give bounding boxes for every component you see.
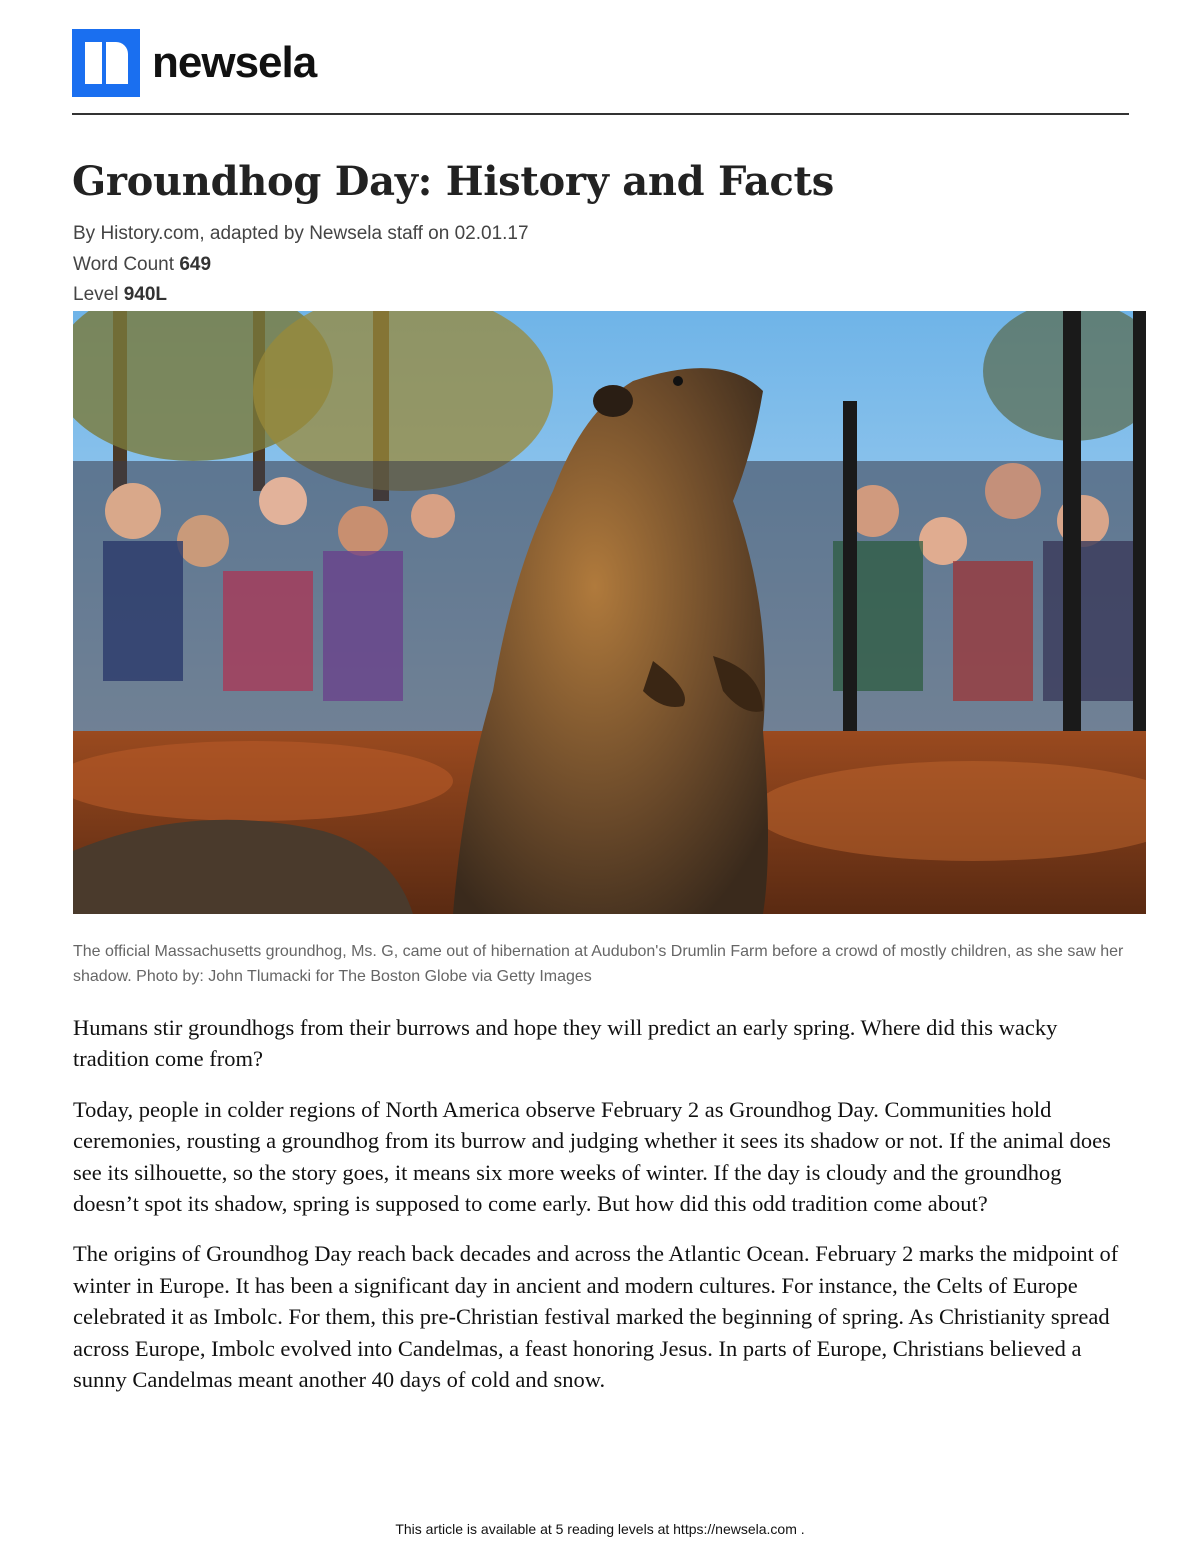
paragraph: Today, people in colder regions of North America observe February 2 as Groundhog Day. Communities hold ceremonies, rousting a groundhog from its burrow and judging whether it sees its shadow or not. If the animal does see its silhouette, so the story goes, it means six more weeks of winter. If the day is cloudy and the groundhog doesn’t spot its shadow, spring is supposed to come early. But how did this odd tradition come about? — [73, 1096, 1111, 1217]
newsela-logo[interactable] — [72, 28, 316, 98]
photo-caption: The official Massachusetts groundhog, Ms. G, came out of hibernation at Audubon's Drumlin Farm before a crowd of mostly children, as she saw her shadow. Photo by: John Tlumacki for The Boston Globe via Getty Images — [73, 943, 1124, 985]
newsela-logo-icon — [72, 29, 140, 97]
level-value: 940L — [123, 284, 168, 305]
paragraph: Humans stir groundhogs from their burrows and hope they will predict an early spring. Where did this wacky tradition come from? — [73, 1015, 1058, 1072]
byline: By History.com, adapted by Newsela staff on 02.01.17 — [73, 223, 529, 244]
reading-level — [73, 284, 167, 306]
word-count — [73, 254, 211, 276]
word-count-label: Word Count — [73, 254, 175, 275]
footer-note: This article is available at 5 reading levels at https://newsela.com . — [395, 1521, 805, 1537]
brand-name: newsela — [152, 38, 317, 87]
article-body — [73, 1012, 1133, 1414]
article-title: Groundhog Day: History and Facts — [72, 158, 834, 205]
groundhog-photo — [73, 311, 1146, 914]
level-label: Level — [73, 284, 119, 305]
word-count-value: 649 — [179, 254, 212, 275]
paragraph: The origins of Groundhog Day reach back decades and across the Atlantic Ocean. February 2 marks the midpoint of winter in Europe. It has been a significant day in ancient and modern cultures. For instance, the Celts of Europe celebrated it as Imbolc. For them, this pre-Christian festival marked the beginning of spring. As Christianity spread across Europe, Imbolc evolved into Candelmas, a feast honoring Jesus. In parts of Europe, Christians believed a sunny Candelmas meant another 40 days of cold and snow. — [73, 1241, 1119, 1393]
header-divider — [72, 113, 1129, 115]
